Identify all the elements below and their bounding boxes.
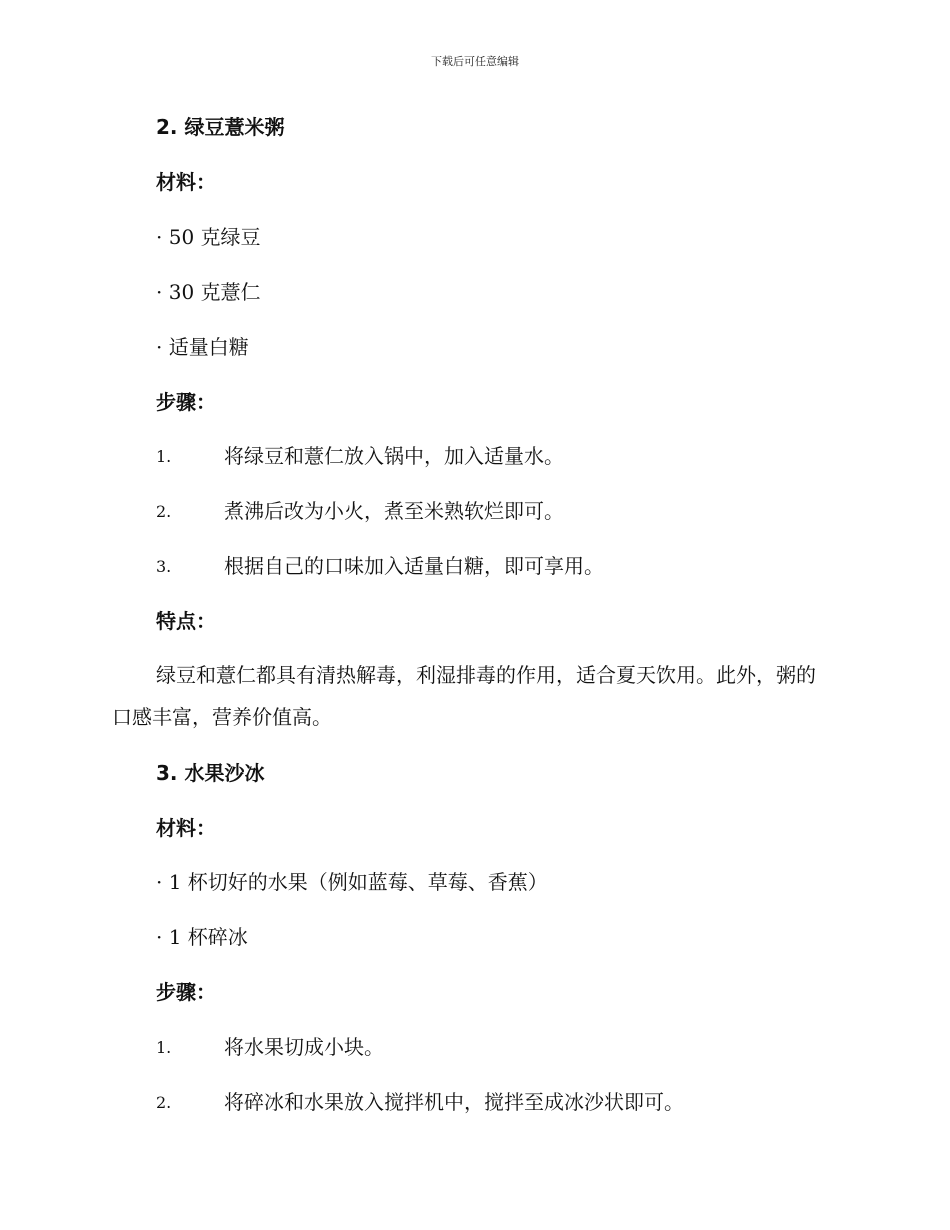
step-number: 3. (156, 557, 172, 576)
step-text: 根据自己的口味加入适量白糖，即可享用。 (224, 554, 604, 578)
list-item: · 1 杯碎冰 (156, 925, 248, 949)
step-text: 煮沸后改为小火，煮至米熟软烂即可。 (224, 499, 564, 523)
step-number: 2. (156, 502, 172, 521)
step-number: 1. (156, 1038, 172, 1057)
list-item: · 50 克绿豆 (156, 225, 261, 249)
features-paragraph: 绿豆和薏仁都具有清热解毒，利湿排毒的作用，适合夏天饮用。此外，粥的口感丰富，营养价值高。 (112, 663, 816, 729)
steps-label: 步骤： (156, 390, 216, 414)
materials-label: 材料： (156, 816, 216, 840)
step-number: 2. (156, 1093, 172, 1112)
materials-label: 材料： (156, 170, 216, 194)
steps-label: 步骤： (156, 980, 216, 1004)
features-label: 特点： (156, 609, 216, 633)
section-title: 2. 绿豆薏米粥 (156, 115, 285, 139)
list-item: · 适量白糖 (156, 335, 249, 359)
page-header: 下载后可任意编辑 (431, 55, 519, 68)
section-title: 3. 水果沙冰 (156, 761, 265, 785)
step-text: 将碎冰和水果放入搅拌机中，搅拌至成冰沙状即可。 (224, 1090, 684, 1114)
step-number: 1. (156, 447, 172, 466)
step-text: 将绿豆和薏仁放入锅中，加入适量水。 (224, 444, 564, 468)
list-item: · 30 克薏仁 (156, 280, 261, 304)
list-item: · 1 杯切好的水果（例如蓝莓、草莓、香蕉） (156, 870, 548, 894)
step-text: 将水果切成小块。 (224, 1035, 384, 1059)
